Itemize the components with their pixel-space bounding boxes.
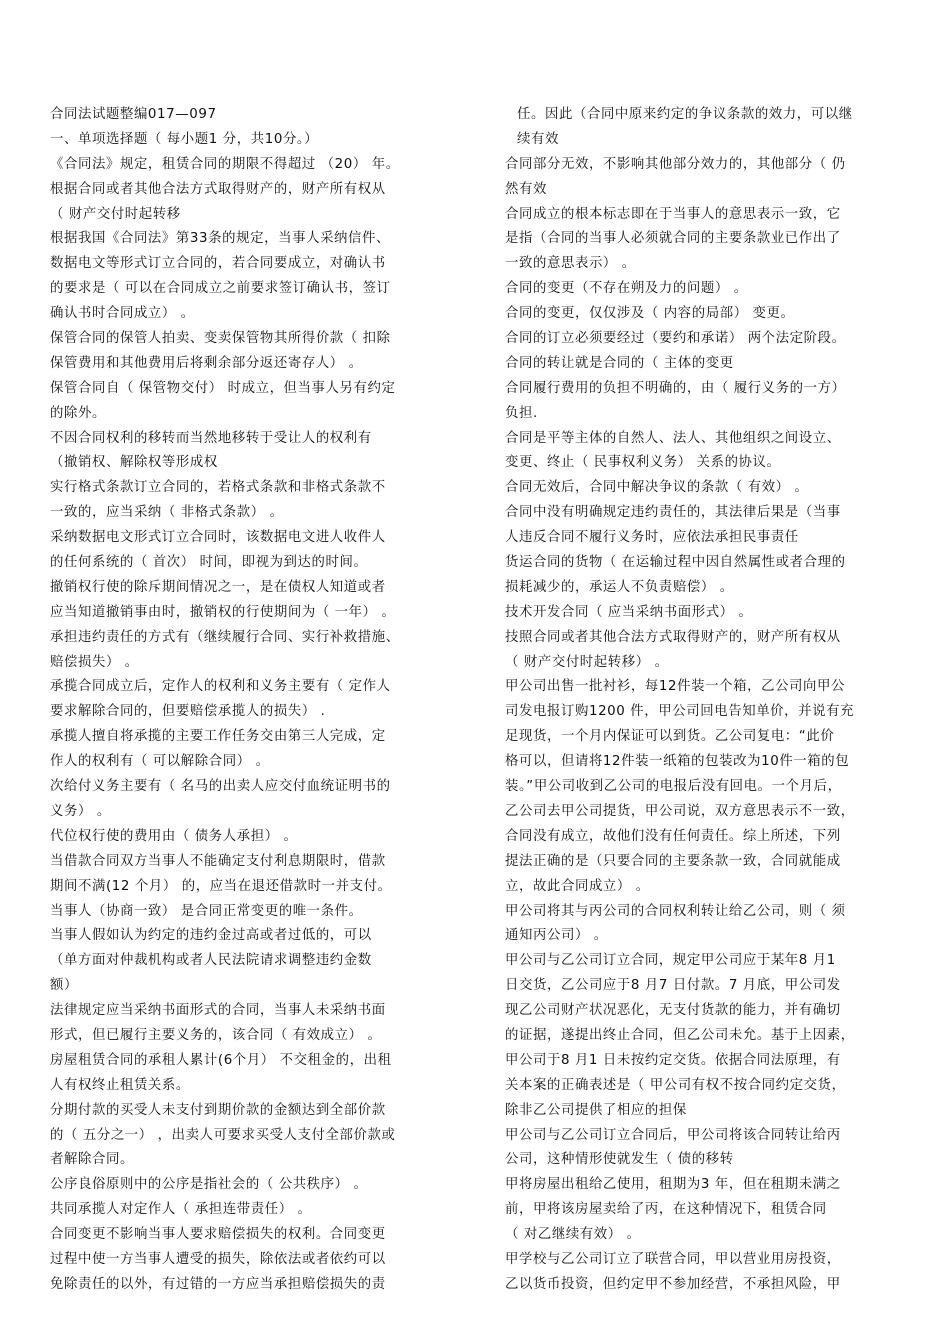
text-line: 装。”甲公司收到乙公司的电报后没有回电。一个月后， (505, 779, 842, 795)
text-line: 的任何系统的（ 首次） 时间，即视为到达的时间。 (50, 555, 368, 571)
text-line: 合同变更不影响当事人要求赔偿损失的权利。合同变更 (50, 1227, 386, 1243)
text-line: 关本案的正确表述是（ 甲公司有权不按合同约定交货， (505, 1077, 846, 1093)
text-line: 承担违约责任的方式有（继续履行合同、实行补救措施、 (50, 629, 400, 645)
text-line: 合同的订立必须要经过（要约和承诺） 两个法定阶段。 (505, 331, 846, 347)
text-line: 续有效 (517, 131, 559, 147)
text-line: 代位权行使的费用由（ 债务人承担） 。 (50, 828, 298, 844)
text-line: 足现货，一个月内保证可以到货。乙公司复电：“此价 (505, 729, 835, 745)
text-line: 公序良俗原则中的公序是指社会的（ 公共秩序） 。 (50, 1177, 368, 1193)
text-line: 合同中没有明确规定违约责任的，其法律后果是（当事 (505, 505, 841, 521)
text-line: 《合同法》规定，租赁合同的期限不得超过 （20） 年。 (50, 156, 400, 172)
text-line: 赔偿损失） 。 (50, 654, 139, 670)
text-line: 格可以，但请将12件装一纸箱的包装改为10件一箱的包 (505, 754, 850, 770)
text-line: 要求解除合同的，但要赔偿承揽人的损失） . (50, 704, 326, 720)
text-line: 过程中使一方当事人遭受的损失，除依法或者依约可以 (50, 1251, 386, 1267)
text-line: 免除责任的以外，有过错的一方应当承担赔偿损失的责 (50, 1276, 386, 1292)
text-line: 人有权终止租赁关系。 (50, 1077, 190, 1093)
text-line: 次给付义务主要有（ 名马的出卖人应交付血统证明书的 (50, 779, 391, 795)
text-line: 甲公司将其与丙公司的合同权利转让给乙公司，则（ 须 (505, 903, 846, 919)
text-line: 合同没有成立，故他们没有任何责任。综上所述，下列 (505, 828, 841, 844)
text-line: 通知丙公司） 。 (505, 928, 608, 944)
text-line: 应当知道撤销事由时，撤销权的行使期间为（ 一年） 。 (50, 604, 396, 620)
text-line: 乙以货币投资，但约定甲不参加经营，不承担风险，甲 (505, 1276, 841, 1292)
text-line: 合同是平等主体的自然人、法人、其他组织之间设立、 (505, 430, 841, 446)
text-line: 甲公司与乙公司订立合同后，甲公司将该合同转让给丙 (505, 1127, 841, 1143)
text-line: 甲将房屋出租给乙使用，租期为3 年，但在租期未满之 (505, 1177, 841, 1193)
text-line: 合同法试题整编017—097 (50, 107, 217, 122)
left-text-column (50, 103, 470, 1298)
text-line: 乙公司去甲公司提货，甲公司说，双方意思表示不一致， (505, 803, 855, 819)
text-line: 合同的变更，仅仅涉及（ 内容的局部） 变更。 (505, 306, 795, 322)
text-line: 的除外。 (50, 405, 106, 421)
text-line: 技照合同或者其他合法方式取得财产的，财产所有权从 (505, 629, 841, 645)
text-line: 保管费用和其他费用后将剩余部分返还寄存人） 。 (50, 355, 363, 371)
text-line: 损耗减少的，承运人不负责赔偿） 。 (505, 579, 734, 595)
text-line: 根据合同或者其他合法方式取得财产的，财产所有权从 (50, 181, 386, 197)
text-line: 然有效 (505, 181, 547, 197)
text-line: 立，故此合同成立） 。 (505, 878, 650, 894)
text-line: 变更、终止（ 民事权利义务） 关系的协议。 (505, 455, 781, 471)
text-line: 司发电报订购1200 件，甲公司回电告知单价，并说有充 (505, 704, 855, 720)
text-line: 房屋租赁合同的承租人累计(6个月） 不交租金的，出租 (50, 1052, 392, 1068)
text-line: 甲公司于8 月1 日未按约定交货。依据合同法原理，有 (505, 1052, 841, 1068)
text-line: 数据电文等形式订立合同的，若合同要成立，对确认书 (50, 256, 386, 272)
right-text-column (505, 103, 925, 1298)
text-line: 一、单项选择题（ 每小题1 分，共10分。） (50, 131, 319, 147)
text-line: 形式，但已履行主要义务的，该合同（ 有效成立） 。 (50, 1027, 382, 1043)
text-line: 是指（合同的当事人必须就合同的主要条款业已作出了 (505, 231, 841, 247)
text-line: 不因合同权利的移转而当然地移转于受让人的权利有 (50, 430, 372, 446)
text-line: 合同无效后，合同中解决争议的条款（ 有效） 。 (505, 480, 809, 496)
text-line: 当事人假如认为约定的违约金过高或者过低的，可以 (50, 928, 372, 944)
text-line: 当事人（协商一致） 是合同正常变更的唯一条件。 (50, 903, 363, 919)
text-line: 保管合同的保管人拍卖、变卖保管物其所得价款（ 扣除 (50, 331, 391, 347)
text-line: 现乙公司财产状况恶化，无支付货款的能力，并有确切 (505, 1003, 841, 1019)
text-line: 一致的意思表示） 。 (505, 256, 636, 272)
text-line: 义务） 。 (50, 803, 111, 819)
text-line: 合同履行费用的负担不明确的，由（ 履行义务的一方） (505, 380, 846, 396)
text-line: 日交货，乙公司应于8 月7 日付款。7 月底，甲公司发 (505, 978, 841, 994)
text-line: 甲公司出售一批衬衫，每12件装一个箱，乙公司向甲公 (505, 679, 846, 695)
text-line: 提法正确的是（只要合同的主要条款一致，合同就能成 (505, 853, 841, 869)
text-line: 额） (50, 978, 78, 994)
text-line: 人违反合同不履行义务时，应依法承担民事责任 (505, 530, 799, 546)
text-line: 的要求是（ 可以在合同成立之前要求签订确认书，签订 (50, 281, 391, 297)
text-line: 分期付款的买受人未支付到期价款的金额达到全部价款 (50, 1102, 386, 1118)
text-line: 一致的，应当采纳（ 非格式条款） 。 (50, 505, 284, 521)
text-line: （ 财产交付时起转移 (50, 206, 181, 222)
text-line: 当借款合同双方当事人不能确定支付利息期限时，借款 (50, 853, 386, 869)
text-line: 实行格式条款订立合同的，若格式条款和非格式条款不 (50, 480, 386, 496)
text-line: 期间不满(12 个月） 的，应当在退还借款时一并支付。 (50, 878, 392, 894)
text-line: 撤销权行使的除斥期间情况之一，是在债权人知道或者 (50, 579, 386, 595)
text-line: （ 财产交付时起转移） 。 (505, 654, 669, 670)
text-line: 除非乙公司提供了相应的担保 (505, 1102, 687, 1118)
text-line: 法律规定应当采纳书面形式的合同，当事人未采纳书面 (50, 1003, 386, 1019)
text-line: 保管合同自（ 保管物交付） 时成立，但当事人另有约定 (50, 380, 396, 396)
text-line: 确认书时合同成立） 。 (50, 306, 195, 322)
text-line: 采纳数据电文形式订立合同时，该数据电文进人收件人 (50, 530, 386, 546)
text-line: 的证据，遂提出终止合同，但乙公司未允。基于上因素， (505, 1027, 855, 1043)
text-line: 者解除合同。 (50, 1152, 134, 1168)
text-line: （单方面对仲裁机构或者人民法院请求调整违约金数 (50, 953, 372, 969)
text-line: 公司，这种情形使就发生（ 债的移转 (505, 1152, 734, 1168)
text-line: 技术开发合同（ 应当采纳书面形式） 。 (505, 604, 753, 620)
text-line: 合同的变更（不存在朔及力的问题） 。 (505, 281, 748, 297)
text-line: 共同承揽人对定作人（ 承担连带责任） 。 (50, 1202, 312, 1218)
text-line: 货运合同的货物（ 在运输过程中因自然属性或者合理的 (505, 555, 846, 571)
text-line: 甲学校与乙公司订立了联营合同，甲以营业用房投资， (505, 1251, 841, 1267)
text-line: 的（ 五分之一） ，出卖人可要求买受人支付全部价款或 (50, 1127, 396, 1143)
text-line: （ 对乙继续有效） 。 (505, 1227, 641, 1243)
text-line: 承揽合同成立后，定作人的权利和义务主要有（ 定作人 (50, 679, 391, 695)
text-line: 负担. (505, 405, 538, 421)
text-line: 合同的转让就是合同的（ 主体的变更 (505, 355, 734, 371)
text-line: 合同部分无效，不影响其他部分效力的，其他部分（ 仍 (505, 156, 846, 172)
text-line: 任。因此（合同中原来约定的争议条款的效力，可以继 (517, 107, 853, 122)
text-line: （撤销权、解除权等形成权 (50, 455, 218, 471)
text-line: 合同成立的根本标志即在于当事人的意思表示一致，它 (505, 206, 841, 222)
text-line: 承揽人擅自将承揽的主要工作任务交由第三人完成，定 (50, 729, 386, 745)
text-line: 甲公司与乙公司订立合同，规定甲公司应于某年8 月1 (505, 953, 836, 969)
text-line: 前，甲将该房屋卖给了丙，在这种情况下，租赁合同 (505, 1202, 827, 1218)
text-line: 作人的权利有（ 可以解除合同） 。 (50, 754, 270, 770)
text-line: 根据我国《合同法》第33条的规定，当事人采纳信件、 (50, 231, 391, 247)
